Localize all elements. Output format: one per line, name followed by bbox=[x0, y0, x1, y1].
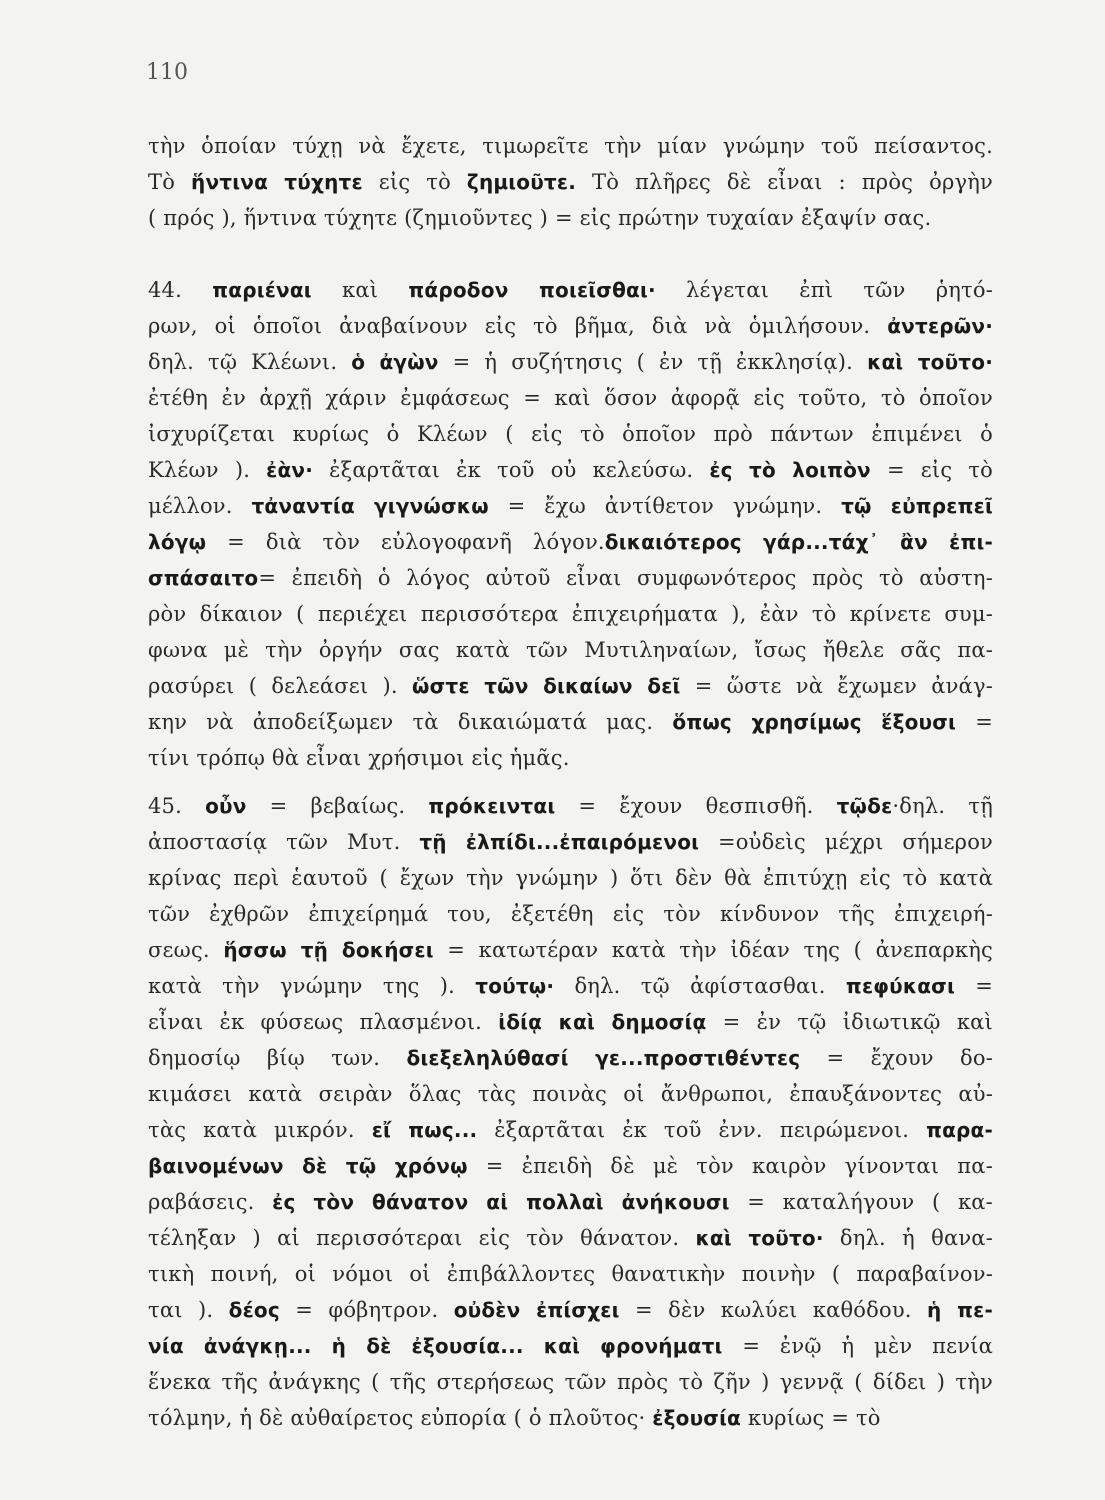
lemma: λόγῳ bbox=[148, 530, 207, 554]
text-line bbox=[148, 524, 993, 560]
text-run: κυρίως = τὸ bbox=[741, 1406, 881, 1430]
lemma: τῷ εὐπρεπεῖ bbox=[841, 494, 993, 518]
lemma: ἰδίᾳ καὶ δημοσίᾳ bbox=[498, 1010, 707, 1034]
page-number: 110 bbox=[146, 60, 188, 85]
text-line bbox=[148, 1148, 993, 1184]
text-line bbox=[148, 740, 993, 776]
text-run: κην νὰ ἀποδείξωμεν τὰ δικαιώματά μας. bbox=[148, 710, 673, 734]
text-run: τικὴ ποινή, οἱ νόμοι οἱ ἐπιβάλλοντες θανατικὴν ποινὴν ( παραβαίνον- bbox=[148, 1262, 993, 1286]
text-line bbox=[148, 1256, 993, 1292]
text-line bbox=[148, 344, 993, 380]
text-run: Τὸ πλῆρες δὲ εἶναι : πρὸς ὀργὴν bbox=[576, 170, 993, 194]
text-line bbox=[148, 308, 993, 344]
text-run: καὶ bbox=[311, 278, 409, 302]
lemma: εἴ πως... bbox=[371, 1118, 478, 1142]
lemma: τἀναντία γιγνώσκω bbox=[251, 494, 489, 518]
text-line bbox=[148, 416, 993, 452]
text-run: = ἔχω ἀντίθετον γνώμην. bbox=[488, 494, 842, 518]
text-line bbox=[148, 788, 993, 824]
text-run: τὴν ὁποίαν τύχῃ νὰ ἔχετε, τιμωρεῖτε τὴν μίαν γνώμην τοῦ πείσαντος. bbox=[148, 134, 993, 158]
text-line bbox=[148, 200, 993, 236]
text-run: ἐξαρτᾶται ἐκ τοῦ οὐ κελεύσω. bbox=[313, 458, 710, 482]
paragraph-intro bbox=[148, 128, 993, 236]
lemma: ἐὰν· bbox=[266, 458, 314, 482]
paragraph-note-45 bbox=[148, 788, 993, 1436]
text-line bbox=[148, 1184, 993, 1220]
text-run: τίνι τρόπῳ θὰ εἶναι χρήσιμοι εἰς ἡμᾶς. bbox=[148, 746, 570, 770]
text-run: = ἐνῷ ἡ μὲν πενία bbox=[722, 1334, 994, 1358]
text-run: = ἔχουν θεσπισθῆ. bbox=[555, 794, 837, 818]
text-run: = ἐπειδὴ ὁ λόγος αὐτοῦ εἶναι συμφωνότερος πρὸς τὸ αὐστη- bbox=[258, 566, 993, 590]
lemma: σπάσαιτο bbox=[148, 566, 259, 590]
lemma: ἥντινα τύχητε bbox=[191, 170, 363, 194]
text-run: = φόβητρον. bbox=[279, 1298, 454, 1322]
text-line bbox=[148, 128, 993, 164]
lemma: πάροδον ποιεῖσθαι· bbox=[408, 278, 656, 302]
text-run: Κλέων ). bbox=[148, 458, 267, 482]
text-run: δηλ. τῷ ἀφίστασθαι. bbox=[554, 974, 846, 998]
text-run: = bbox=[956, 710, 994, 734]
text-line bbox=[148, 1364, 993, 1400]
text-line bbox=[148, 596, 993, 632]
lemma: καὶ τοῦτο· bbox=[695, 1226, 824, 1250]
text-line bbox=[148, 452, 993, 488]
text-line bbox=[148, 968, 993, 1004]
text-run: δημοσίῳ βίῳ των. bbox=[148, 1046, 407, 1070]
text-line bbox=[148, 1040, 993, 1076]
lemma: οὐδὲν ἐπίσχει bbox=[453, 1298, 620, 1322]
lemma: δέος bbox=[228, 1298, 280, 1322]
text-run: ἐξαρτᾶται ἐκ τοῦ ἐνν. πειρώμενοι. bbox=[477, 1118, 927, 1142]
text-run: = καταλήγουν ( κα- bbox=[729, 1190, 993, 1214]
text-line bbox=[148, 932, 993, 968]
text-run: φωνα μὲ τὴν ὀργήν σας κατὰ τῶν Μυτιληναίων, ἴσως ἤθελε σᾶς πα- bbox=[148, 638, 993, 662]
lemma: ὁ ἀγὼν bbox=[351, 350, 439, 374]
text-run: τόλμην, ἡ δὲ αὐθαίρετος εὐπορία ( ὁ πλοῦτος· bbox=[148, 1406, 653, 1430]
text-run: 45. bbox=[148, 794, 206, 818]
text-run: =οὐδεὶς μέχρι σήμερον bbox=[699, 830, 994, 854]
text-run: εἰς τὸ bbox=[362, 170, 467, 194]
text-line bbox=[148, 164, 993, 200]
text-run: = ἡ συζήτησις ( ἐν τῇ ἐκκλησίᾳ). bbox=[438, 350, 868, 374]
lemma: οὖν bbox=[205, 794, 247, 818]
text-run: ρων, οἱ ὁποῖοι ἀναβαίνουν εἰς τὸ βῆμα, διὰ νὰ ὁμιλήσουν. bbox=[148, 314, 888, 338]
text-line bbox=[148, 632, 993, 668]
text-run: κατὰ τὴν γνώμην της ). bbox=[148, 974, 476, 998]
lemma: πρόκεινται bbox=[428, 794, 556, 818]
text-run: κρίνας περὶ ἑαυτοῦ ( ἔχων τὴν γνώμην ) ὅτι δὲν θὰ ἐπιτύχῃ εἰς τὸ κατὰ bbox=[148, 866, 993, 890]
text-line bbox=[148, 896, 993, 932]
text-run: ρὸν δίκαιον ( περιέχει περισσότερα ἐπιχειρήματα ), ἐὰν τὸ κρίνετε συμ- bbox=[148, 602, 993, 626]
lemma: ἐξουσία bbox=[652, 1406, 742, 1430]
text-run: μέλλον. bbox=[148, 494, 252, 518]
text-run: ἰσχυρίζεται κυρίως ὁ Κλέων ( εἰς τὸ ὁποῖον πρὸ πάντων ἐπιμένει ὁ bbox=[148, 422, 993, 446]
text-run: = ἐπειδὴ δὲ μὲ τὸν καιρὸν γίνονται πα- bbox=[467, 1154, 993, 1178]
text-run: δηλ. ἡ θανα- bbox=[823, 1226, 993, 1250]
lemma: ἀντερῶν· bbox=[887, 314, 993, 338]
lemma: παρα- bbox=[926, 1118, 993, 1142]
text-run: Τὸ bbox=[148, 170, 192, 194]
text-run: ἀποστασίᾳ τῶν Μυτ. bbox=[148, 830, 420, 854]
text-run: σεως. bbox=[148, 938, 224, 962]
text-line bbox=[148, 704, 993, 740]
lemma: τῷδε bbox=[836, 794, 893, 818]
text-run: = κατωτέραν κατὰ τὴν ἰδέαν της ( ἀνεπαρκὴς bbox=[433, 938, 993, 962]
text-line bbox=[148, 1328, 993, 1364]
text-line bbox=[148, 668, 993, 704]
text-run: ρασύρει ( δελεάσει ). bbox=[148, 674, 413, 698]
text-run: λέγεται ἐπὶ τῶν ῥητό- bbox=[655, 278, 994, 302]
text-line bbox=[148, 488, 993, 524]
text-line bbox=[148, 860, 993, 896]
text-run: = ὥστε νὰ ἔχωμεν ἀνάγ- bbox=[680, 674, 993, 698]
text-run: = bbox=[954, 974, 994, 998]
text-run: ται ). bbox=[148, 1298, 229, 1322]
text-run: = ἔχουν δο- bbox=[800, 1046, 993, 1070]
lemma: ὅπως χρησίμως ἕξουσι bbox=[672, 710, 957, 734]
lemma: ἐς τὸ λοιπὸν bbox=[709, 458, 871, 482]
text-line bbox=[148, 272, 993, 308]
text-run: δηλ. τῷ Κλέωνι. bbox=[148, 350, 352, 374]
text-line bbox=[148, 380, 993, 416]
text-run: 44. bbox=[148, 278, 213, 302]
paragraph-note-44 bbox=[148, 272, 993, 776]
lemma: ἥσσω τῇ δοκήσει bbox=[223, 938, 434, 962]
text-line bbox=[148, 1220, 993, 1256]
text-line bbox=[148, 1292, 993, 1328]
text-run: κιμάσει κατὰ σειρὰν ὅλας τὰς ποινὰς οἱ ἄνθρωποι, ἐπαυξάνοντες αὐ- bbox=[148, 1082, 993, 1106]
lemma: ζημιοῦτε. bbox=[466, 170, 577, 194]
lemma: νία ἀνάγκῃ... ἡ δὲ ἐξουσία... καὶ φρονήματι bbox=[148, 1334, 723, 1358]
text-run: = διὰ τὸν εὐλογοφανῆ λόγον. bbox=[206, 530, 605, 554]
lemma: ἐς τὸν θάνατον αἱ πολλαὶ ἀνήκουσι bbox=[272, 1190, 730, 1214]
text-run: = δὲν κωλύει καθόδου. bbox=[619, 1298, 928, 1322]
lemma: βαινομένων δὲ τῷ χρόνῳ bbox=[148, 1154, 468, 1178]
lemma: καὶ τοῦτο· bbox=[867, 350, 994, 374]
lemma: ὥστε τῶν δικαίων δεῖ bbox=[412, 674, 681, 698]
text-run: ( πρός ), ἥντινα τύχητε (ζημιοῦντες ) = εἰς πρώτην τυχαίαν ἐξαψίν σας. bbox=[148, 206, 932, 230]
text-run: ·δηλ. τῇ bbox=[892, 794, 993, 818]
text-run: ἐτέθη ἐν ἀρχῇ χάριν ἐμφάσεως = καὶ ὅσον ἀφορᾷ εἰς τοῦτο, τὸ ὁποῖον bbox=[148, 386, 993, 410]
text-line bbox=[148, 824, 993, 860]
text-line bbox=[148, 1004, 993, 1040]
text-run: = βεβαίως. bbox=[246, 794, 429, 818]
text-run: = ἐν τῷ ἰδιωτικῷ καὶ bbox=[706, 1010, 993, 1034]
lemma: τῇ ἐλπίδι...ἐπαιρόμενοι bbox=[419, 830, 700, 854]
text-line bbox=[148, 560, 993, 596]
lemma: διεξεληλύθασί γε...προστιθέντες bbox=[406, 1046, 801, 1070]
text-run: τὰς κατὰ μικρόν. bbox=[148, 1118, 372, 1142]
lemma: δικαιότερος γάρ...τάχ᾽ ἂν ἐπι- bbox=[604, 530, 993, 554]
lemma: ἡ πε- bbox=[927, 1298, 993, 1322]
text-line bbox=[148, 1076, 993, 1112]
text-run: τέληξαν ) αἱ περισσότεραι εἰς τὸν θάνατον. bbox=[148, 1226, 696, 1250]
lemma: τούτῳ· bbox=[475, 974, 555, 998]
lemma: παριέναι bbox=[212, 278, 312, 302]
text-run: εἶναι ἐκ φύσεως πλασμένοι. bbox=[148, 1010, 499, 1034]
text-run: ραβάσεις. bbox=[148, 1190, 273, 1214]
lemma: πεφύκασι bbox=[845, 974, 955, 998]
text-line bbox=[148, 1112, 993, 1148]
text-run: = εἰς τὸ bbox=[870, 458, 993, 482]
text-run: τῶν ἐχθρῶν ἐπιχείρημά του, ἐξετέθη εἰς τὸν κίνδυνον τῆς ἐπιχειρή- bbox=[148, 902, 993, 926]
text-line bbox=[148, 1400, 993, 1436]
text-run: ἕνεκα τῆς ἀνάγκης ( τῆς στερήσεως τῶν πρὸς τὸ ζῆν ) γεννᾷ ( δίδει ) τὴν bbox=[148, 1370, 993, 1394]
